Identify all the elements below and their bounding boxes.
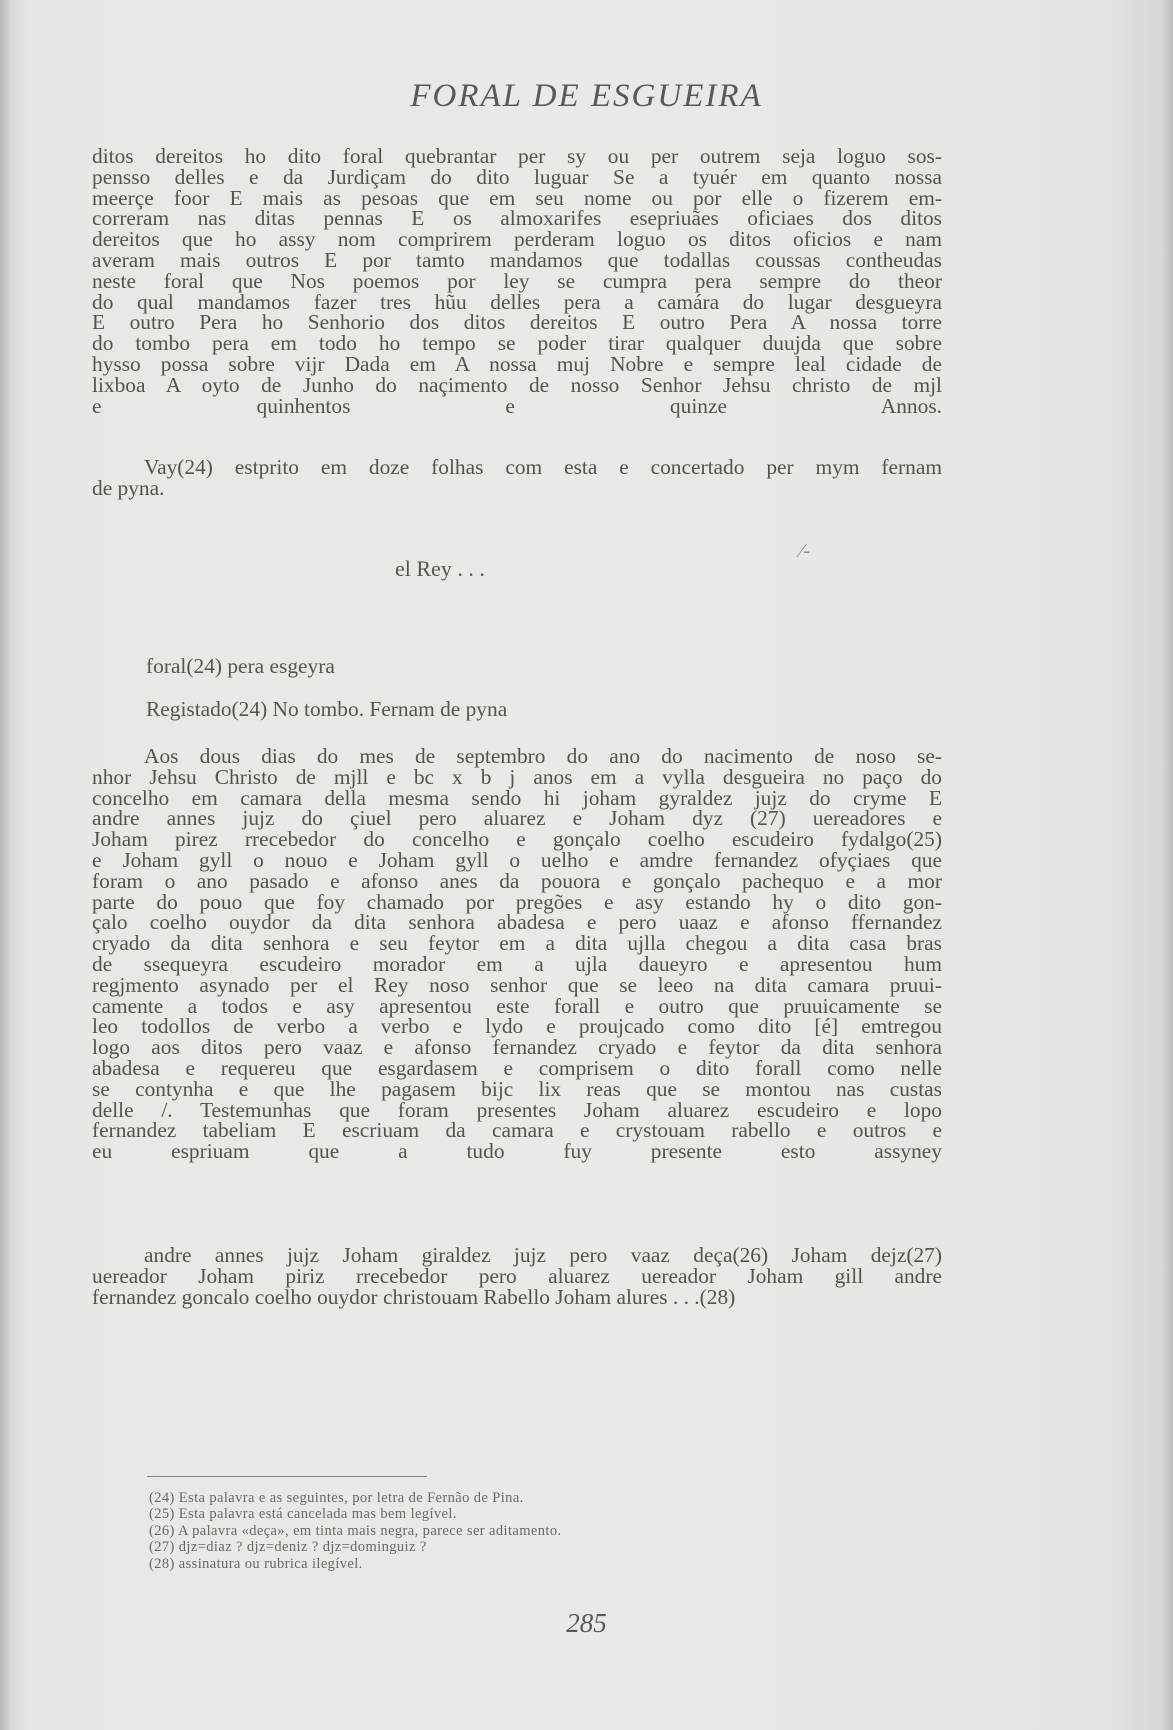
text-line: leo todollos de verbo a verbo e lydo e proujcado como dito [é] emtregou [92, 1014, 942, 1039]
page-number: 285 [566, 1608, 607, 1638]
footnote: (24) Esta palavra e as seguintes, por letra de Fernão de Pina. [149, 1490, 524, 1506]
text-line: Aos dous dias do mes de septembro do ano do nacimento de noso se- [144, 744, 942, 768]
text-line: fernandez tabeliam E escriuam da camara e crystouam rabello e outros e [92, 1118, 942, 1143]
text-line: Vay(24) estprito em doze folhas com esta e concertado per mym fernam [144, 455, 942, 479]
footnote: (28) assinatura ou rubrica ilegível. [149, 1555, 363, 1572]
rubric-mark: ⁄‐ [800, 540, 810, 562]
signature-el-rey: el Rey . . . [395, 556, 485, 581]
text-line: Joham pirez rrecebedor do concelho e gonçalo coelho escudeiro fydalgo(25) [92, 827, 942, 852]
text-line: fernandez goncalo coelho ouydor christouam Rabello Joham alures . . .(28) [92, 1284, 736, 1309]
text-line: dereitos que ho assy nom comprirem perderam loguo os ditos oficios e nam [92, 227, 942, 252]
text-line: uereador Joham piriz rrecebedor pero aluarez uereador Joham gill andre [92, 1263, 942, 1288]
text-line: eu espriuam que a tudo fuy presente esto assyney [92, 1139, 942, 1164]
text-line: meerçe foor E mais as pesoas que em seu nome ou por elle o fizerem em- [92, 185, 942, 210]
footnotes [149, 1490, 562, 1572]
footnote: (25) Esta palavra está cancelada mas bem legível. [149, 1506, 457, 1523]
text-line: de pyna. [92, 475, 165, 500]
paragraph-foral-closing [92, 146, 942, 416]
footnote: (27) djz=diaz ? djz=deniz ? djz=dominguiz ? [149, 1539, 427, 1556]
text-line: se contynha e que lhe pagasem bijc lix reas que se montou nas custas [92, 1076, 942, 1101]
text-line: regjmento asynado per el Rey noso senhor que se leeo na dita camara pruui- [92, 972, 942, 997]
paragraph-vay [92, 457, 942, 499]
paragraph-witnesses [92, 1245, 942, 1307]
text-line: neste foral que Nos poemos por ley se cumpra pera sempre do theor [92, 268, 942, 293]
text-line: concelho em camara della mesma sendo hi joham gyraldez jujz do cryme E [92, 785, 942, 810]
footnote-rule [147, 1476, 427, 1477]
text-line: averam mais outros E por tamto mandamos que todallas coussas contheudas [92, 247, 942, 272]
page-edge-left [0, 0, 12, 1730]
text-line: camente a todos e asy apresentou este forall e outro que pruuicamente se [92, 993, 942, 1018]
foral-heading: foral(24) pera esgeyra [146, 654, 335, 678]
text-line: andre annes jujz do çiuel pero aluarez e Joham dyz (27) uereadores e [92, 806, 942, 831]
text-line: correram nas ditas pennas E os almoxarifes esepriuães oficiaes dos ditos [92, 206, 942, 231]
registado-line: Registado(24) No tombo. Fernam de pyna [146, 697, 508, 721]
text-line: de ssequeyra escudeiro morador em a ujla daueyro e apresentou hum [92, 951, 942, 976]
text-line: do qual mandamos fazer tres hũu delles pera a camára do lugar desgueyra [92, 289, 942, 314]
text-line: nhor Jehsu Christo de mjll e bc x b j anos em a vylla desgueira no paço do [92, 764, 942, 789]
text-line: lixboa A oyto de Junho do naçimento de nosso Senhor Jehsu christo de mjl [92, 372, 942, 397]
text-line: cryado da dita senhora e seu feytor em a dita ujlla chegou a dita casa bras [92, 931, 942, 956]
text-line: çalo coelho ouydor da dita senhora abadesa e pero uaaz e afonso ffernandez [92, 910, 942, 935]
text-line: abadesa e requereu que esgardasem e comprisem o dito forall como nelle [92, 1055, 942, 1080]
text-line: e quinhentos e quinze Annos. [92, 393, 942, 418]
text-line: parte do pouo que foy chamado por pregões e asy estando hy o dito gon- [92, 889, 942, 914]
text-line: logo aos ditos pero vaaz e afonso fernandez cryado e feytor da dita senhora [92, 1035, 942, 1060]
text-line: E outro Pera ho Senhorio dos ditos dereitos E outro Pera A nossa torre [92, 310, 942, 335]
running-head: FORAL DE ESGUEIRA [410, 78, 763, 114]
text-line: ditos dereitos ho dito foral quebrantar per sy ou per outrem seja loguo sos- [92, 144, 942, 168]
text-line: hysso possa sobre vijr Dada em A nossa muj Nobre e sempre leal cidade de [92, 351, 942, 376]
text-line: pensso delles e da Jurdiçam do dito luguar Se a tyuér em quanto nossa [92, 164, 942, 189]
paragraph-acta [92, 746, 942, 1162]
text-line: do tombo pera em todo ho tempo se poder tirar qualquer duujda que sobre [92, 331, 942, 356]
footnote: (26) A palavra «deça», em tinta mais negra, parece ser aditamento. [149, 1522, 562, 1539]
text-line: andre annes jujz Joham giraldez jujz pero vaaz deça(26) Joham dejz(27) [144, 1243, 942, 1267]
text-line: foram o ano pasado e afonso anes da pouora e gonçalo pachequo e a mor [92, 868, 942, 893]
text-line: e Joham gyll o nouo e Joham gyll o uelho e amdre fernandez ofyçiaes que [92, 847, 942, 872]
page-edge-right [1163, 0, 1173, 1730]
text-line: delle /. Testemunhas que foram presentes Joham aluarez escudeiro e lopo [92, 1097, 942, 1122]
